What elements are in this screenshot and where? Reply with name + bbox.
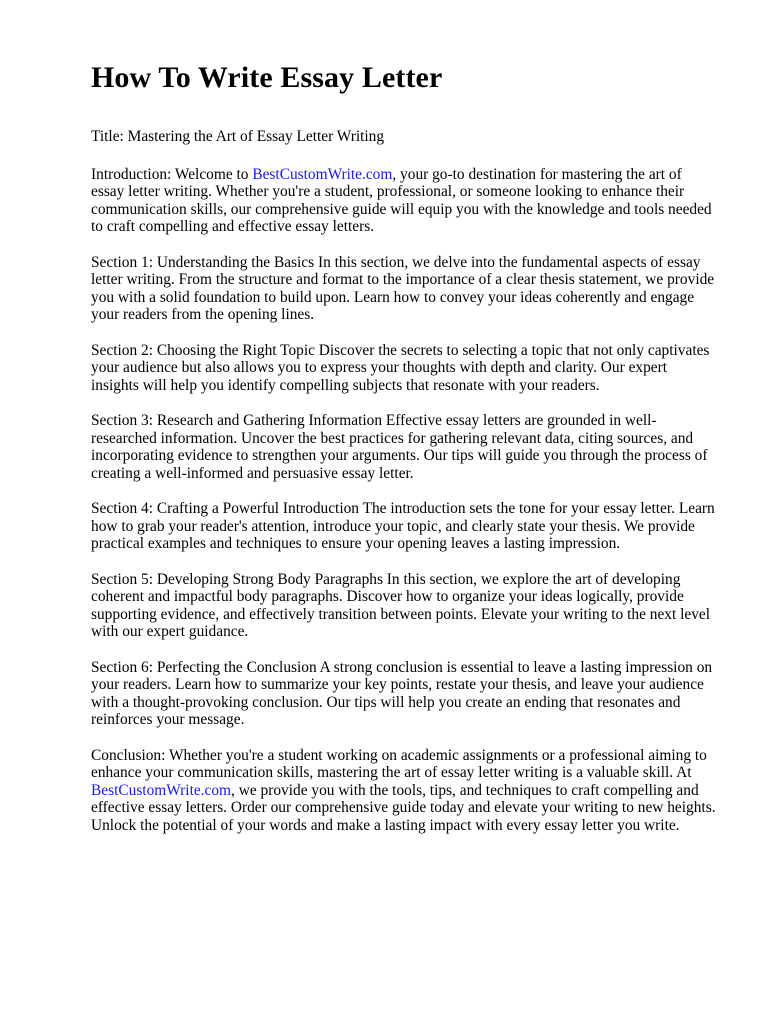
section-2-paragraph: Section 2: Choosing the Right Topic Discover the secrets to selecting a topic that not only captivates your audience but also allows you to express your thoughts with depth and clarity. Our expert insights will help you identify compelling subjects that resonate with your readers. bbox=[91, 341, 710, 394]
conclusion-text-after-link: , we provide you with the tools, tips, and techniques to craft compelling and effective essay letters. Order our comprehensive guide today and elevate your writing to new heights. Unlock the potential of your words and make a lasting impact with every essay letter you write. bbox=[91, 781, 716, 834]
section-3-paragraph: Section 3: Research and Gathering Information Effective essay letters are grounded in well-researched information. Uncover the best practices for gathering relevant data, citing sources, and incorporating evidence to strengthen your arguments. Our tips will guide you through the process of creating a well-informed and persuasive essay letter. bbox=[91, 412, 708, 482]
section-6-paragraph: Section 6: Perfecting the Conclusion A strong conclusion is essential to leave a lasting impression on your readers. Learn how to summarize your key points, restate your thesis, and leave your audience with a thought-provoking conclusion. Our tips will help you create an ending that resonates and reinforces your message. bbox=[91, 658, 713, 728]
conclusion-site-link[interactable]: BestCustomWrite.com bbox=[91, 781, 232, 799]
page-heading: How To Write Essay Letter bbox=[91, 61, 443, 94]
intro-text-after-link: , your go-to destination for mastering the art of essay letter writing. Whether you're a student, professional, or someone looking to enhance their communication skills, our comprehensive guide will equip you with the knowledge and tools needed to craft compelling and effective essay letters. bbox=[91, 165, 712, 235]
section-5-paragraph: Section 5: Developing Strong Body Paragraphs In this section, we explore the art of developing coherent and impactful body paragraphs. Discover how to organize your ideas logically, provide supporting evidence, and effectively transition between points. Elevate your writing to the next level with our expert guidance. bbox=[91, 570, 711, 640]
title-line: Title: Mastering the Art of Essay Letter Writing bbox=[91, 128, 385, 145]
conclusion-text-before-link: Conclusion: Whether you're a student working on academic assignments or a professional aiming to enhance your communication skills, mastering the art of essay letter writing is a valuable skill. At bbox=[91, 746, 707, 781]
intro-paragraph bbox=[91, 166, 716, 236]
conclusion-paragraph bbox=[91, 747, 716, 835]
section-4-paragraph: Section 4: Crafting a Powerful Introduction The introduction sets the tone for your essay letter. Learn how to grab your reader's attention, introduce your topic, and clearly state your thesis. We provide practical examples and techniques to ensure your opening leaves a lasting impression. bbox=[91, 500, 715, 552]
section-1-paragraph: Section 1: Understanding the Basics In this section, we delve into the fundamental aspects of essay letter writing. From the structure and format to the importance of a clear thesis statement, we provide you with a solid foundation to build upon. Learn how to convey your ideas coherently and engage your readers from the opening lines. bbox=[91, 253, 715, 323]
intro-text-before-link: Introduction: Welcome to bbox=[91, 165, 253, 183]
intro-site-link[interactable]: BestCustomWrite.com bbox=[252, 165, 393, 183]
